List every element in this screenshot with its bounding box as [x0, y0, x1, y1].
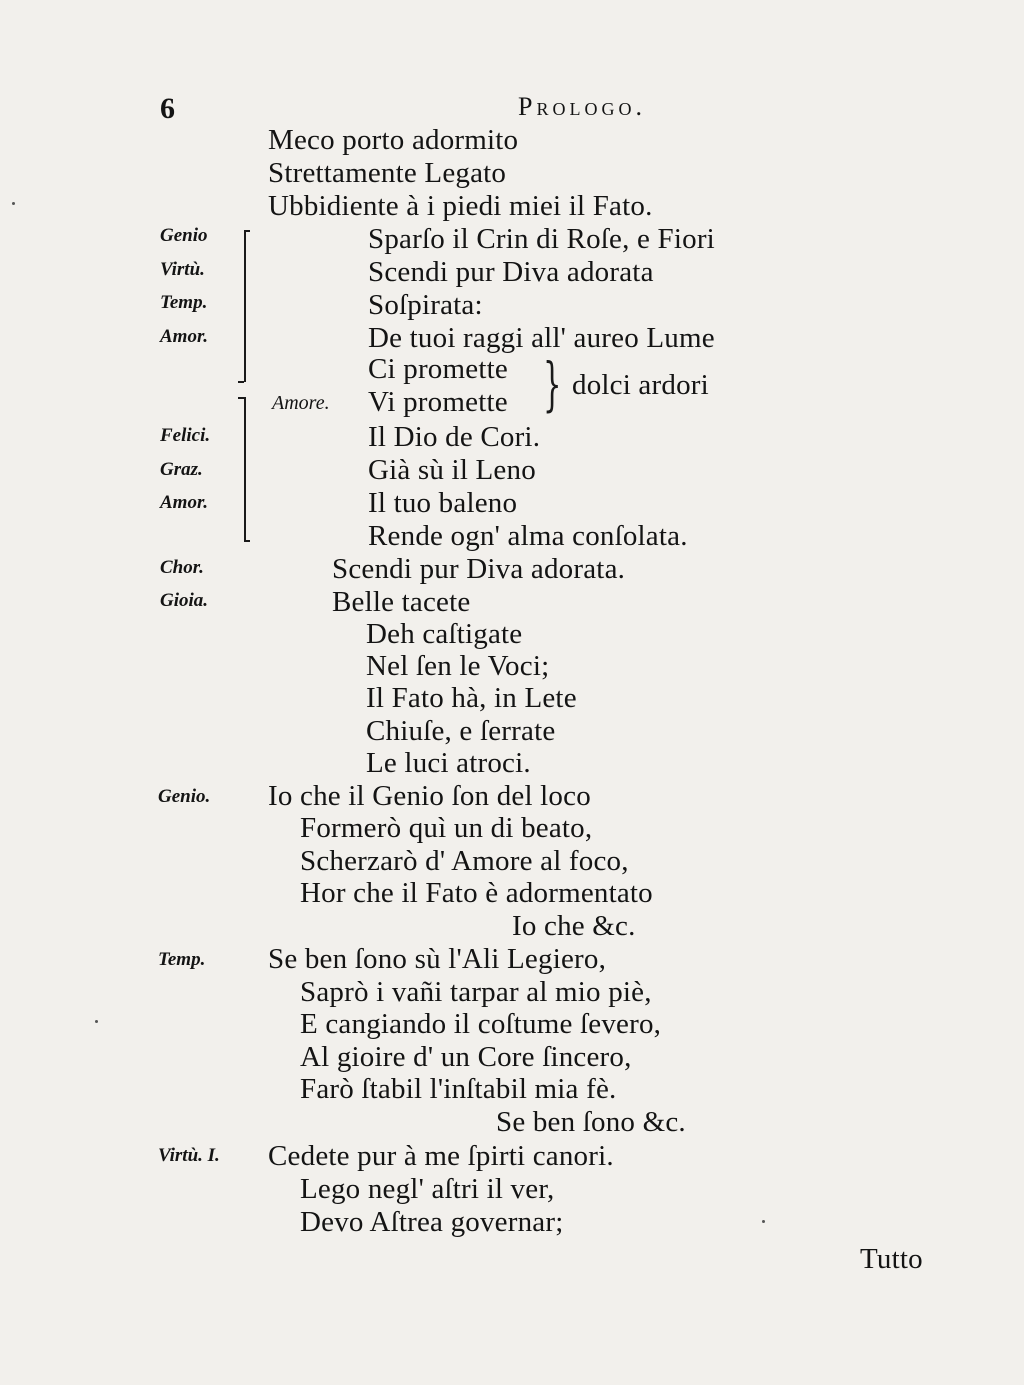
verse-line: De tuoi raggi all' aureo Lume [368, 322, 715, 354]
speaker-label: Virtù. [160, 259, 205, 280]
verse-line: Al gioire d' un Core ſincero, [300, 1041, 632, 1073]
verse-line: Strettamente Legato [268, 157, 507, 189]
verse-line: E cangiando il coſtume ſevero, [300, 1008, 662, 1040]
speaker-bracket [244, 397, 246, 541]
verse-line: dolci ardori [572, 369, 709, 401]
verse-line: Scendi pur Diva adorata [368, 256, 654, 288]
paper-speck [95, 1020, 98, 1023]
verse-line: Sparſo il Crin di Roſe, e Fiori [368, 223, 715, 255]
paper-speck [12, 202, 15, 205]
verse-line: Formerò quì un di beato, [300, 812, 593, 844]
verse-line: Devo Aſtrea governar; [300, 1206, 564, 1238]
verse-line: Farò ſtabil l'inſtabil mia fè. [300, 1073, 617, 1105]
speaker-label: Genio [160, 225, 208, 246]
curly-brace: } [543, 350, 562, 418]
speaker-label: Amor. [160, 326, 209, 347]
verse-line: Deh caſtigate [366, 618, 523, 650]
speaker-label: Amor. [160, 492, 209, 513]
verse-line: Scherzarò d' Amore al foco, [300, 845, 629, 877]
verse-line: Se ben ſono sù l'Ali Legiero, [268, 943, 607, 975]
page-number: 6 [160, 92, 175, 125]
speaker-label: Temp. [160, 292, 208, 313]
speaker-label: Virtù. I. [158, 1145, 220, 1166]
verse-line: Il tuo baleno [368, 487, 518, 519]
verse-line: Ci promette [368, 353, 508, 385]
verse-line: Le luci atroci. [366, 747, 531, 779]
verse-line: Rende ogn' alma conſolata. [368, 520, 688, 552]
speaker-label: Genio. [158, 786, 211, 807]
verse-line: Hor che il Fato è adormentato [300, 877, 653, 909]
verse-line: Soſpirata: [368, 289, 483, 321]
bracket-hook [238, 381, 244, 383]
verse-line: Vi promette [368, 386, 508, 418]
catchword: Tutto [860, 1243, 923, 1275]
speaker-label: Chor. [160, 557, 204, 578]
verse-line: Io che il Genio ſon del loco [268, 780, 591, 812]
verse-line: Ubbidiente à i piedi miei il Fato. [268, 190, 653, 222]
speaker-bracket [244, 230, 246, 382]
verse-line: Nel ſen le Voci; [366, 650, 550, 682]
verse-line: Saprò i vañi tarpar al mio piè, [300, 976, 652, 1008]
verse-line: Il Dio de Cori. [368, 421, 541, 453]
verse-line: Lego negl' aſtri il ver, [300, 1173, 555, 1205]
verse-line: Il Fato hà, in Lete [366, 682, 577, 714]
verse-line: Belle tacete [332, 586, 471, 618]
running-header: Prologo. [518, 92, 646, 121]
speaker-label: Graz. [160, 459, 203, 480]
verse-line: Cedete pur à me ſpirti canori. [268, 1140, 614, 1172]
speaker-label: Temp. [158, 949, 206, 970]
verse-line: Io che &c. [512, 910, 636, 942]
speaker-label: Felici. [160, 425, 211, 446]
paper-speck [762, 1220, 765, 1223]
verse-line: Chiuſe, e ſerrate [366, 715, 556, 747]
verse-line: Meco porto adormito [268, 124, 519, 156]
verse-line: Se ben ſono &c. [496, 1106, 686, 1138]
bracket-hook [238, 397, 244, 399]
speaker-label: Gioia. [160, 590, 209, 611]
speaker-label-inline: Amore. [272, 392, 330, 414]
bracket-hook [244, 540, 250, 542]
verse-line: Già sù il Leno [368, 454, 536, 486]
verse-line: Scendi pur Diva adorata. [332, 553, 626, 585]
bracket-hook [244, 230, 250, 232]
